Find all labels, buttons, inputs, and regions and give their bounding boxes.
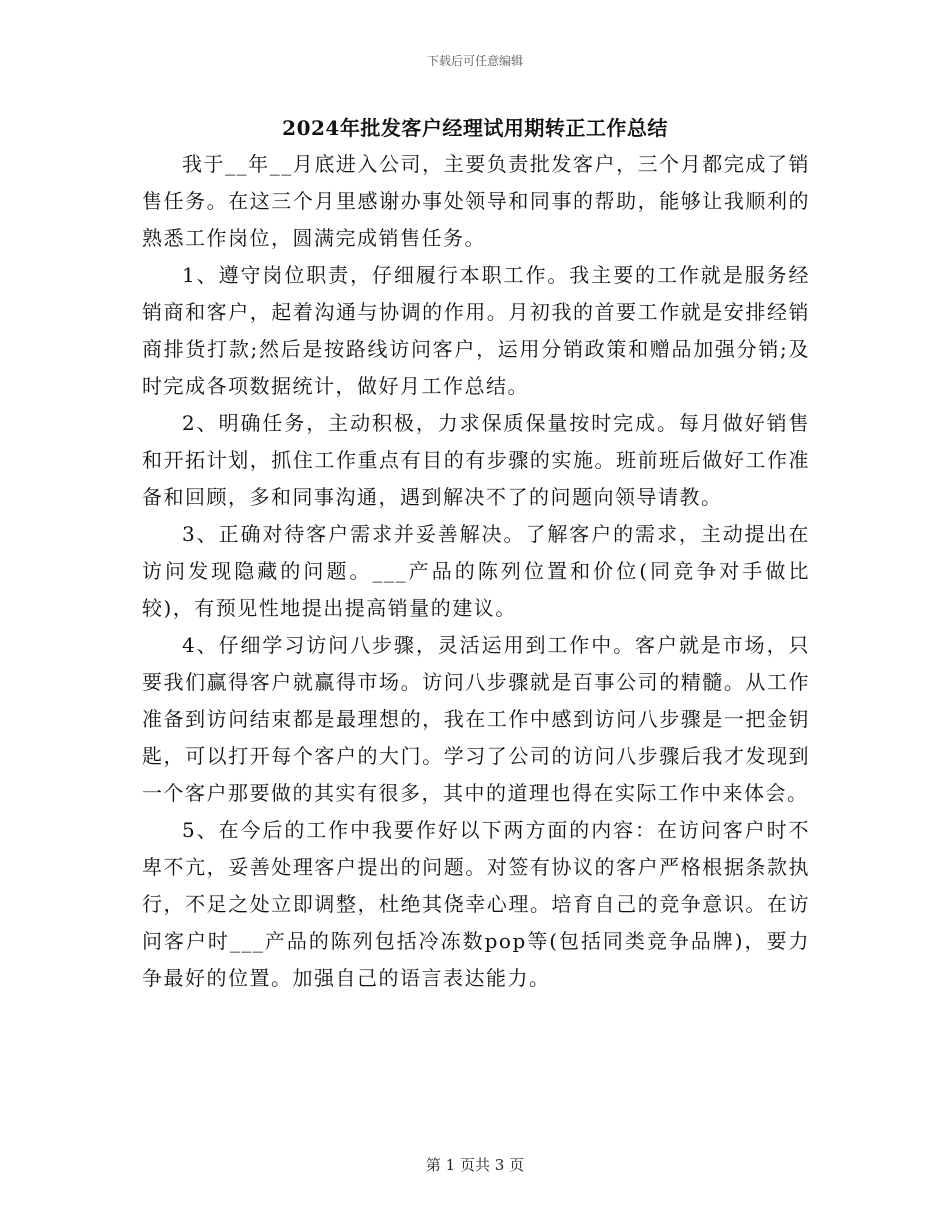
paragraph-item-5: 5、在今后的工作中我要作好以下两方面的内容：在访问客户时不卑不亢，妥善处理客户提出的问题。对签有协议的客户严格根据条款执行，不足之处立即调整，杜绝其侥幸心理。培育自己的竞争意识。在访问客户时___产品的陈列包括冷冻数pop等(包括同类竞争品牌)，要力争最好的位置。加强自己的语言表达能力。 [142, 818, 810, 990]
paragraph-item-1: 1、遵守岗位职责，仔细履行本职工作。我主要的工作就是服务经销商和客户，起着沟通与协调的作用。月初我的首要工作就是安排经销商排货打款;然后是按路线访问客户，运用分销政策和赠品加强分销;及时完成各项数据统计，做好月工作总结。 [142, 263, 810, 398]
document-body [142, 146, 810, 997]
paragraph-item-4: 4、仔细学习访问八步骤，灵活运用到工作中。客户就是市场，只要我们赢得客户就赢得市场。访问八步骤就是百事公司的精髓。从工作准备到访问结束都是最理想的，我在工作中感到访问八步骤是一把金钥匙，可以打开每个客户的大门。学习了公司的访问八步骤后我才发现到一个客户那要做的其实有很多，其中的道理也得在实际工作中来体会。 [142, 633, 810, 805]
page-header-note: 下载后可任意编辑 [426, 54, 523, 68]
page-number: 第 1 页共 3 页 [425, 1156, 525, 1174]
paragraph-item-3: 3、正确对待客户需求并妥善解决。了解客户的需求，主动提出在访问发现隐藏的问题。___产品的陈列位置和价位(同竞争对手做比较)，有预见性地提出提高销量的建议。 [142, 522, 810, 620]
document-title: 2024年批发客户经理试用期转正工作总结 [282, 116, 668, 140]
paragraph-intro: 我于__年__月底进入公司，主要负责批发客户，三个月都完成了销售任务。在这三个月里感谢办事处领导和同事的帮助，能够让我顺利的熟悉工作岗位，圆满完成销售任务。 [142, 152, 810, 250]
paragraph-item-2: 2、明确任务，主动积极，力求保质保量按时完成。每月做好销售和开拓计划，抓住工作重点有目的有步骤的实施。班前班后做好工作准备和回顾，多和同事沟通，遇到解决不了的问题向领导请教。 [142, 411, 810, 509]
